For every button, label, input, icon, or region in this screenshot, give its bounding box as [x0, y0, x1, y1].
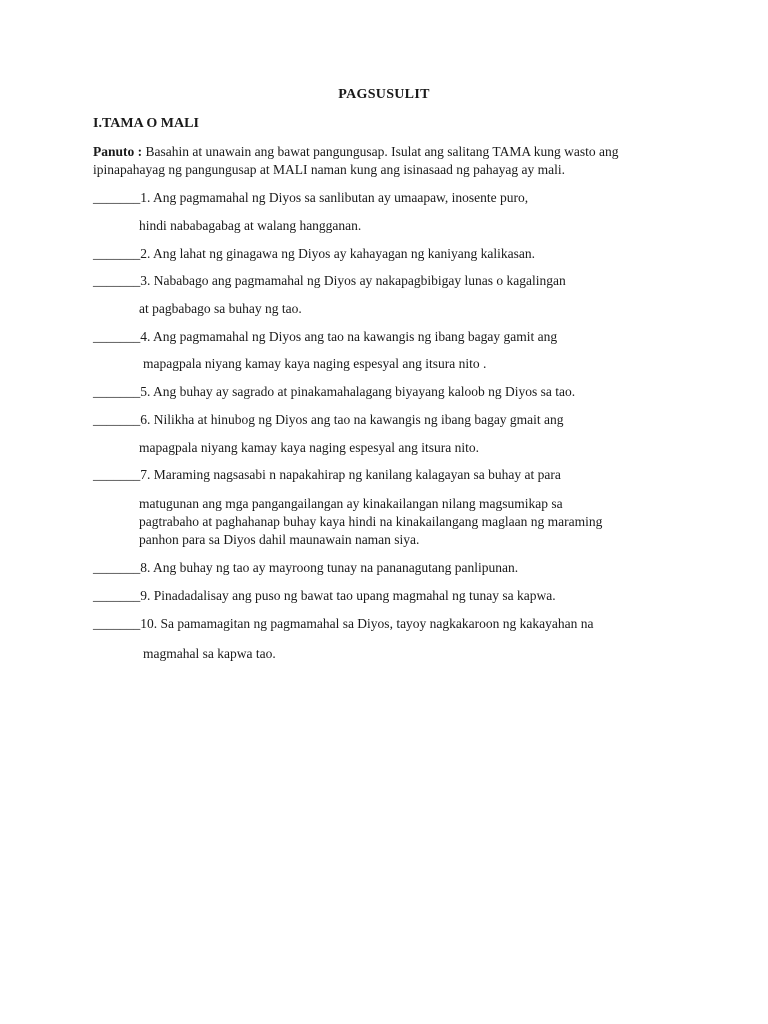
- instructions-paragraph: [93, 143, 683, 179]
- question-7: _______7. Maraming nagsasabi n napakahirap ng kanilang kalagayan sa buhay at para: [93, 467, 561, 482]
- question-4-continuation: mapagpala niyang kamay kaya naging espesyal ang itsura nito .: [143, 356, 487, 371]
- question-10: _______10. Sa pamamagitan ng pagmamahal sa Diyos, tayoy nagkakaroon ng kakayahan na: [93, 616, 594, 631]
- section-heading: I.TAMA O MALI: [93, 116, 199, 131]
- question-7-continuation-1: matugunan ang mga pangangailangan ay kinakailangan nilang magsumikap sa: [139, 496, 563, 511]
- question-7-continuation-3: panhon para sa Diyos dahil maunawain naman siya.: [139, 532, 420, 547]
- question-1: _______1. Ang pagmamahal ng Diyos sa sanlibutan ay umaapaw, inosente puro,: [93, 190, 529, 205]
- question-9: _______9. Pinadadalisay ang puso ng bawat tao upang magmahal ng tunay sa kapwa.: [93, 588, 556, 603]
- question-3: _______3. Nababago ang pagmamahal ng Diyos ay nakapagbibigay lunas o kagalingan: [93, 273, 566, 288]
- question-2: _______2. Ang lahat ng ginagawa ng Diyos ay kahayagan ng kaniyang kalikasan.: [93, 246, 536, 261]
- question-6-continuation: mapagpala niyang kamay kaya naging espesyal ang itsura nito.: [139, 440, 480, 455]
- question-1-continuation: hindi nababagabag at walang hangganan.: [139, 218, 362, 233]
- question-5: _______5. Ang buhay ay sagrado at pinakamahalagang biyayang kaloob ng Diyos sa tao.: [93, 384, 576, 399]
- question-8: _______8. Ang buhay ng tao ay mayroong tunay na pananagutang panlipunan.: [93, 560, 519, 575]
- question-10-continuation: magmahal sa kapwa tao.: [143, 646, 276, 661]
- question-6: _______6. Nilikha at hinubog ng Diyos ang tao na kawangis ng ibang bagay gmait ang: [93, 412, 564, 427]
- question-4: _______4. Ang pagmamahal ng Diyos ang tao na kawangis ng ibang bagay gamit ang: [93, 329, 558, 344]
- instructions-text: Basahin at unawain ang bawat pangungusap. Isulat ang salitang TAMA kung wasto ang ipinapahayag ng pangungusap at MALI naman kung ang isinasaad ng pahayag ay mali.: [93, 144, 619, 177]
- question-7-continuation-2: pagtrabaho at paghahanap buhay kaya hindi na kinakailangang maglaan ng maraming: [139, 514, 603, 529]
- document-title: PAGSUSULIT: [338, 87, 430, 102]
- instructions-label: Panuto :: [93, 144, 143, 159]
- question-3-continuation: at pagbabago sa buhay ng tao.: [139, 301, 302, 316]
